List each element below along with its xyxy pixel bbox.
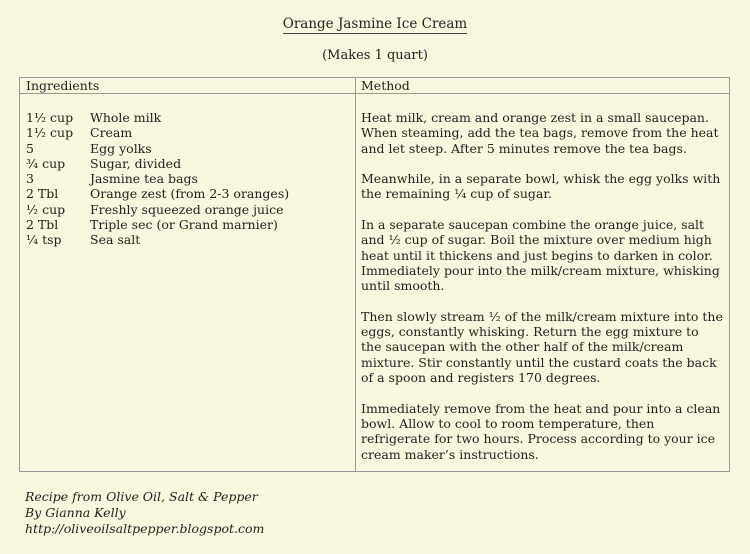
method-step: Then slowly stream ½ of the milk/cream mixture into the eggs, constantly whisking. Return the egg mixture to the saucepan with the other half of the milk/cream mixture. Stir constantly until the custard coats the back of a spoon and registers 170 degrees.	[361, 308, 723, 386]
ingredient-item: Triple sec (or Grand marnier)	[90, 217, 278, 233]
ingredient-qty: ½ cup	[26, 201, 66, 217]
ingredient-qty: 2 Tbl	[26, 186, 59, 202]
credit-url: http://oliveoilsaltpepper.blogspot.com	[25, 521, 265, 536]
ingredient-row	[26, 156, 289, 171]
ingredient-item: Cream	[90, 125, 133, 141]
ingredient-row	[26, 125, 289, 140]
ingredient-qty: ¾ cup	[26, 155, 66, 171]
ingredient-qty: 5	[26, 140, 34, 156]
ingredient-item: Egg yolks	[90, 140, 152, 156]
recipe-title	[0, 16, 750, 32]
ingredient-qty: 2 Tbl	[26, 217, 59, 233]
ingredient-item: Jasmine tea bags	[90, 171, 198, 187]
ingredient-qty: 1½ cup	[26, 110, 74, 125]
ingredient-qty: ¼ tsp	[26, 232, 62, 248]
method-header: Method	[361, 78, 410, 93]
ingredient-qty: 1½ cup	[26, 125, 74, 141]
header-divider	[20, 93, 729, 94]
method-step: In a separate saucepan combine the orange juice, salt and ½ cup of sugar. Boil the mixture over medium high heat until it thickens and just begins to darken in color. Immediately pour into the milk/cream mixture, whisking until smooth.	[361, 217, 720, 294]
credit-author: By Gianna Kelly	[25, 505, 126, 520]
recipe-title-text: Orange Jasmine Ice Cream	[282, 16, 468, 32]
ingredient-item: Orange zest (from 2-3 oranges)	[90, 186, 290, 202]
ingredient-item: Sugar, divided	[90, 155, 182, 171]
recipe-table	[19, 77, 730, 472]
ingredients-header: Ingredients	[26, 78, 100, 93]
ingredient-item: Sea salt	[90, 232, 141, 248]
ingredient-row	[26, 232, 289, 247]
ingredients-list	[26, 110, 289, 248]
ingredient-item: Whole milk	[90, 110, 162, 125]
method-step: Meanwhile, in a separate bowl, whisk the egg yolks with the remaining ¼ cup of sugar.	[361, 171, 721, 202]
ingredient-row	[26, 110, 289, 125]
recipe-yield: (Makes 1 quart)	[322, 48, 428, 63]
method-steps	[361, 110, 723, 477]
ingredient-item: Freshly squeezed orange juice	[90, 201, 284, 217]
ingredient-row	[26, 141, 289, 156]
ingredient-row	[26, 186, 289, 201]
ingredient-row	[26, 171, 289, 186]
credit-source: Recipe from Olive Oil, Salt & Pepper	[25, 489, 258, 504]
ingredient-row	[26, 217, 289, 232]
ingredient-qty: 3	[26, 171, 34, 187]
ingredient-row	[26, 202, 289, 217]
recipe-credits	[25, 489, 264, 537]
method-step: Heat milk, cream and orange zest in a small saucepan. When steaming, add the tea bags, remove from the heat and let steep. After 5 minutes remove the tea bags.	[361, 110, 719, 156]
method-step: Immediately remove from the heat and pour into a clean bowl. Allow to cool to room temperature, then refrigerate for two hours. Process according to your ice cream maker’s instructions.	[361, 400, 721, 462]
column-divider	[355, 78, 356, 471]
